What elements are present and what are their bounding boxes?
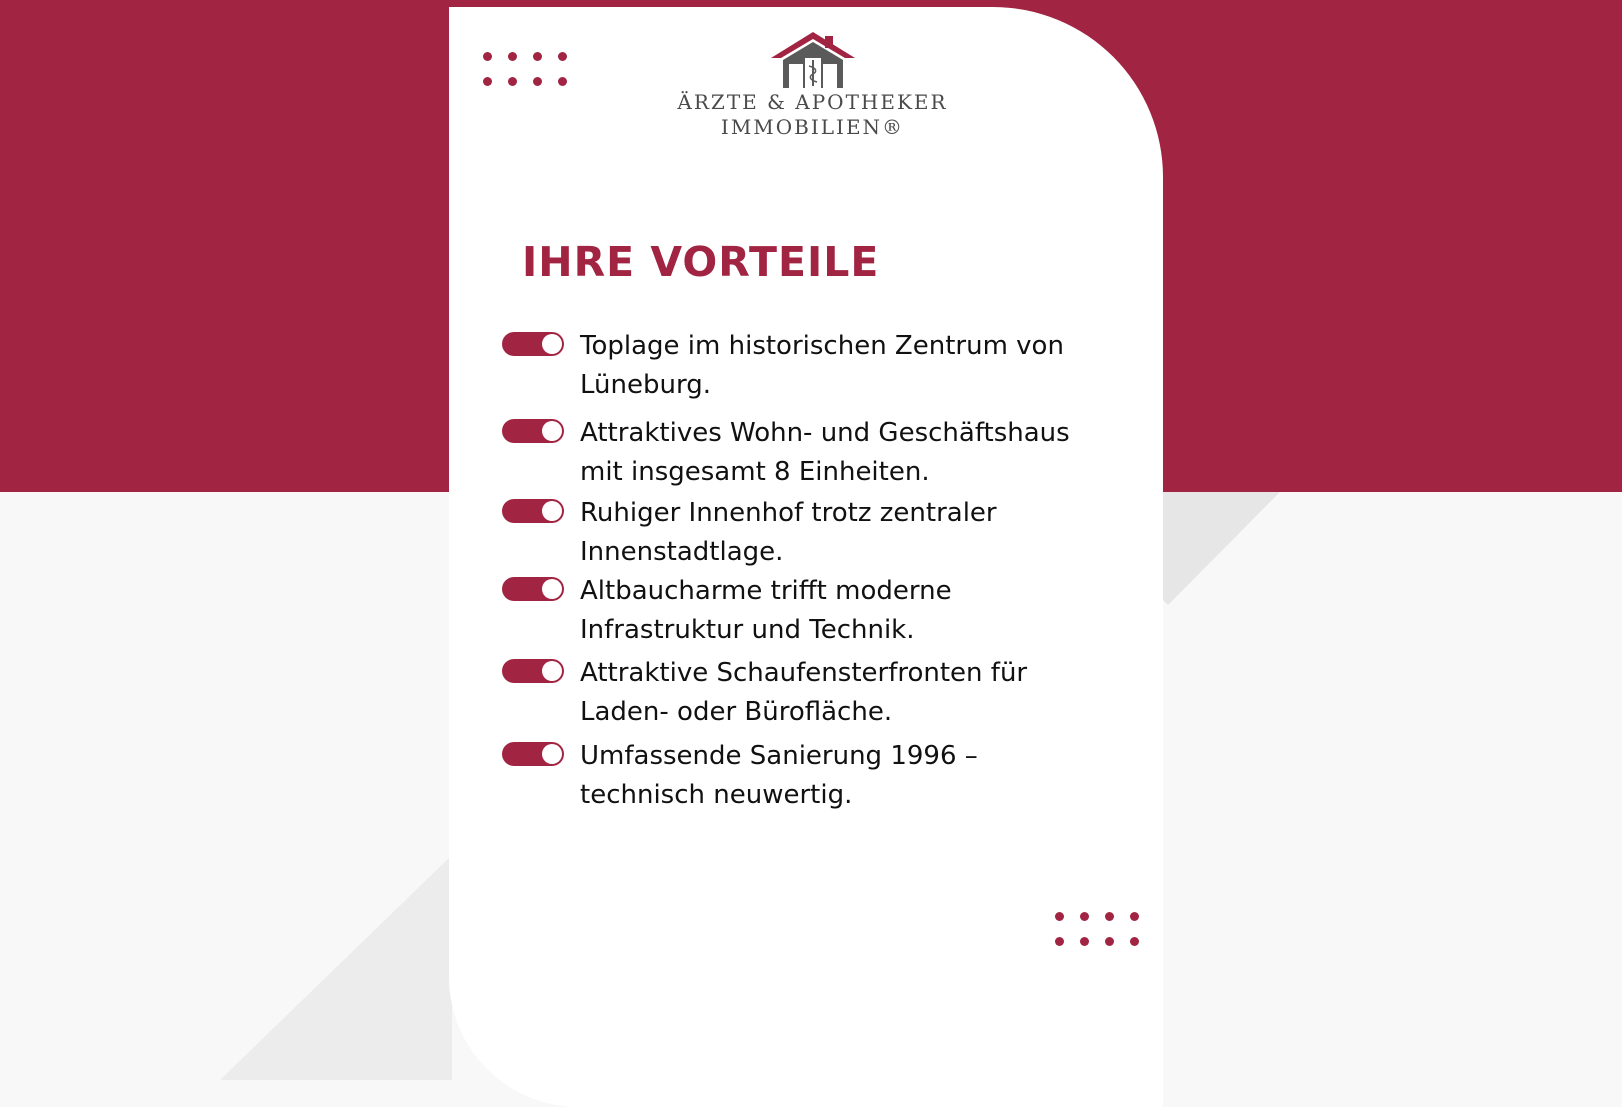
toggle-on-icon xyxy=(502,659,564,683)
benefit-text: Attraktive Schaufensterfronten für Laden- oder Bürofläche. xyxy=(580,658,1028,727)
benefit-text: Altbaucharme trifft moderne Infrastruktur und Technik. xyxy=(580,576,952,645)
toggle-on-icon xyxy=(502,499,564,523)
dots-decoration-top xyxy=(483,52,567,86)
logo-text-line-1: ÄRZTE & APOTHEKER xyxy=(677,90,948,114)
benefit-text: Attraktives Wohn- und Geschäftshaus mit insgesamt 8 Einheiten. xyxy=(580,418,1070,487)
benefit-text: Ruhiger Innenhof trotz zentraler Innenstadtlage. xyxy=(580,498,997,567)
company-logo xyxy=(650,30,975,140)
house-with-caduceus-logo-icon xyxy=(767,30,859,90)
logo-text-line-2: IMMOBILIEN® xyxy=(720,115,905,139)
toggle-on-icon xyxy=(502,419,564,443)
toggle-on-icon xyxy=(502,742,564,766)
benefit-text: Umfassende Sanierung 1996 – technisch neuwertig. xyxy=(580,741,978,810)
dots-decoration-bottom xyxy=(1055,912,1139,946)
toggle-on-icon xyxy=(502,577,564,601)
page-heading: IHRE VORTEILE xyxy=(522,238,880,286)
benefit-text: Toplage im historischen Zentrum von Lüneburg. xyxy=(580,331,1064,400)
toggle-on-icon xyxy=(502,332,564,356)
